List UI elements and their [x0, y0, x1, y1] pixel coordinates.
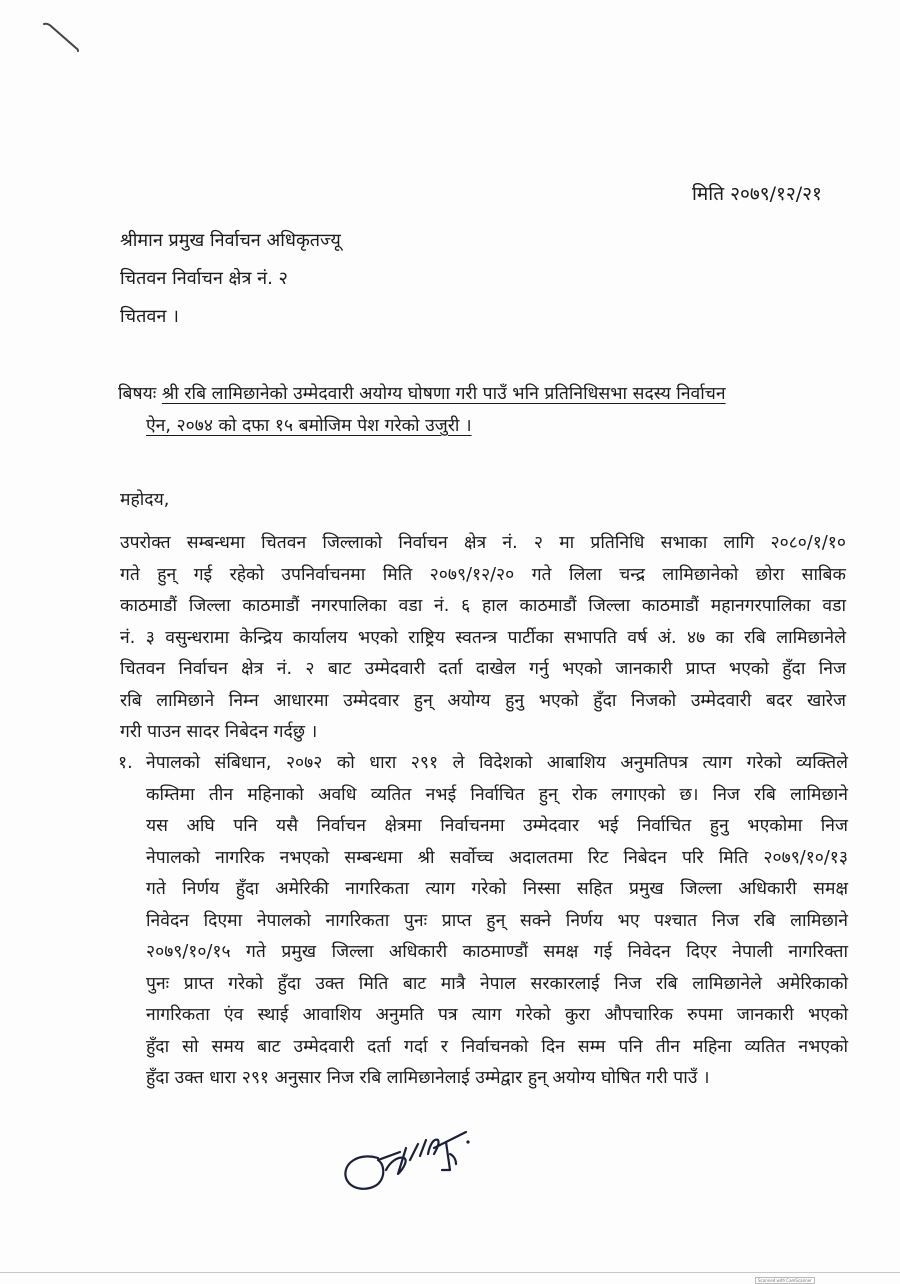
recipient-address	[120, 222, 341, 336]
point-line: कम्तिमा तीन महिनाको अवधि व्यतित नभई निर्वाचित हुन् रोक लगाएको छ। निज रबि लामिछाने	[146, 784, 848, 805]
paragraph-line: चितवन निर्वाचन क्षेत्र नं. २ बाट उम्मेदवारी दर्ता दाखेल गर्नु भएको जानकारी प्राप्त भएको हुँदा निज	[120, 659, 846, 679]
paragraph-line: काठमाडौं जिल्ला काठमाडौं नगरपालिका वडा नं. ६ हाल काठमाडौं जिल्ला काठमाडौं महानगरपालिका वडा	[120, 596, 846, 616]
intro-paragraph	[120, 528, 846, 749]
subject-label: बिषयः	[118, 384, 162, 404]
point-number: १.	[118, 753, 133, 773]
paragraph-line: रबि लामिछाने निम्न आधारमा उम्मेदवार हुन् अयोग्य हुनु भएको हुँदा निजको उम्मेदवारी बदर खारेज	[120, 690, 846, 711]
point-line: निवेदन दिएमा नेपालको नागरिकता पुनः प्राप्त हुन् सक्ने निर्णय भए पश्चात निज रबि लामिछाने	[146, 910, 848, 931]
recipient-title: श्रीमान प्रमुख निर्वाचन अधिकृतज्यू	[120, 230, 341, 251]
subject-line-1: श्री रबि लामिछानेको उम्मेदवारी अयोग्य घोषणा गरी पाउँ भनि प्रतिनिधिसभा सदस्य निर्वाचन	[161, 384, 726, 404]
subject-line-2: ऐन, २०७४ को दफा १५ बमोजिम पेश गरेको उजुरी ।	[146, 416, 472, 436]
point-line: गते निर्णय हुँदा अमेरिकी नागरिकता त्याग गरेको निस्सा सहित प्रमुख जिल्ला अधिकारी समक्ष	[146, 879, 848, 899]
recipient-constituency: चितवन निर्वाचन क्षेत्र नं. २	[120, 268, 288, 289]
recipient-district: चितवन ।	[120, 306, 179, 327]
paragraph-line: नं. ३ वसुन्धरामा केन्द्रिय कार्यालय भएको राष्ट्रिय स्वतन्त्र पार्टीका सभापति वर्ष अं. ४७ का रबि लामिछानेले	[120, 627, 846, 648]
paragraph-line: गरी पाउन सादर निबेदन गर्दछु ।	[120, 722, 318, 742]
scanner-watermark: Scanned with CamScanner	[755, 1277, 815, 1284]
point-line: नेपालको संबिधान, २०७२ को धारा २९१ ले विदेशको आबाशिय अनुमतिपत्र त्याग गरेको व्यक्तिले	[146, 753, 848, 773]
point-line: पुनः प्राप्त गरेको हुँदा उक्त मिति बाट मात्रै नेपाल सरकारलाई निज रबि लामिछानेले अमेरिकाको	[146, 973, 848, 994]
paragraph-line: उपरोक्त सम्बन्धमा चितवन जिल्लाको निर्वाचन क्षेत्र नं. २ मा प्रतिनिधि सभाका लागि २०८०/१/१०	[120, 533, 846, 553]
numbered-point	[118, 748, 848, 1095]
paragraph-line: गते हुन् गई रहेको उपनिर्वाचनमा मिति २०७९/१२/२० गते लिला चन्द्र लामिछानेको छोरा साबिक	[120, 564, 846, 585]
point-line: नागरिकता एंव स्थाई आवाशिय अनुमति पत्र त्याग गरेको कुरा औपचारिक रुपमा जानकारी भएको	[146, 1005, 848, 1025]
point-line: नेपालको नागरिक नभएको सम्बन्धमा श्री सर्वोच्च अदालतमा रिट निबेदन परि मिति २०७९/१०/१३	[146, 847, 848, 868]
letter-subject	[118, 378, 848, 442]
point-body	[146, 748, 848, 1095]
point-line: हुँदा सो समय बाट उम्मेदवारी दर्ता गर्दा र निर्वाचनको दिन सम्म पनि तीन महिना व्यतित नभएको	[146, 1036, 848, 1057]
point-line: २०७९/१०/१५ गते प्रमुख जिल्ला अधिकारी काठमाण्डौं समक्ष गई निवेदन दिएर नेपाली नागरिक्ता	[146, 942, 848, 962]
handwritten-signature-icon	[338, 1108, 488, 1198]
point-line: हुँदा उक्त धारा २९१ अनुसार निज रबि लामिछानेलाई उम्मेद्वार हुन् अयोग्य घोषित गरी पाउँ ।	[146, 1068, 710, 1088]
page-bottom-rule	[0, 1272, 900, 1273]
point-line: यस अघि पनि यसै निर्वाचन क्षेत्रमा निर्वाचनमा उम्मेदवार भई निर्वाचित हुनु भएकोमा निज	[146, 816, 848, 836]
salutation: महोदय,	[120, 490, 170, 510]
letter-date: मिति २०७९/१२/२१	[692, 183, 822, 205]
pen-stroke-mark-icon	[40, 18, 90, 58]
